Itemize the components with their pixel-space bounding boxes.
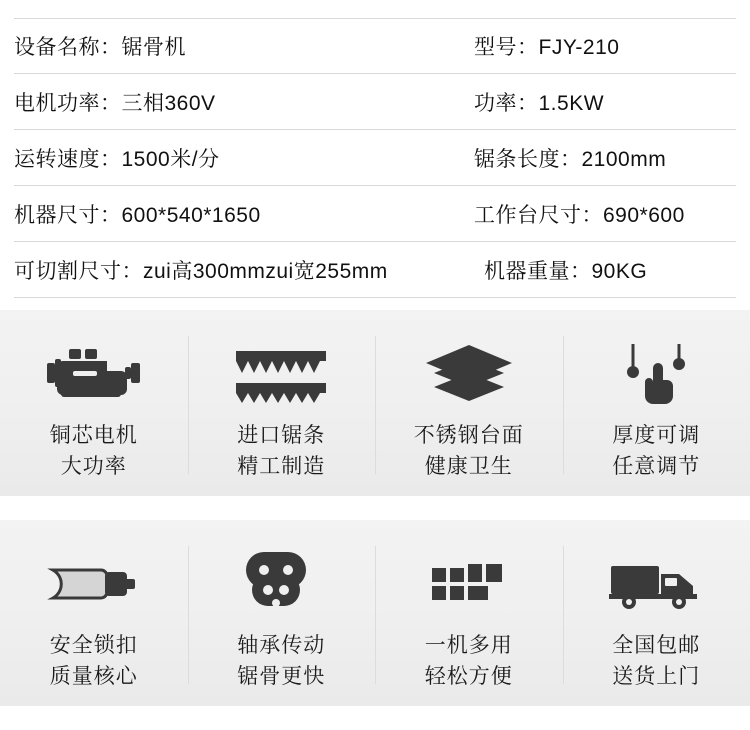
table-row: [14, 242, 736, 298]
spec-blade-length: 锯条长度：2100mm: [474, 147, 667, 171]
feature-item: [188, 538, 376, 692]
feature-label-line1: 一机多用: [424, 634, 513, 657]
feature-label: [612, 420, 700, 482]
safety-lock-icon: [39, 538, 149, 630]
feature-label-line2: 精工制造: [237, 455, 326, 478]
feature-label: [414, 420, 524, 482]
table-row: [14, 186, 736, 242]
spec-speed: 运转速度：1500米/分: [14, 147, 220, 171]
thickness-adjust-icon: [601, 328, 711, 420]
feature-label-line1: 全国包邮: [612, 634, 701, 657]
specification-table: [0, 0, 750, 298]
feature-label-line1: 厚度可调: [612, 424, 701, 447]
feature-label-line2: 健康卫生: [424, 455, 513, 478]
feature-label-line1: 铜芯电机: [49, 424, 138, 447]
feature-label-line1: 进口锯条: [237, 424, 326, 447]
spec-cutting-size: 可切割尺寸：zui高300mmzui宽255mm: [14, 259, 388, 283]
spec-weight: 机器重量：90KG: [484, 259, 648, 283]
spec-machine-size: 机器尺寸：600*540*1650: [14, 203, 261, 227]
feature-item: [563, 538, 750, 692]
delivery-truck-icon: [601, 538, 711, 630]
bearing-belt-icon: [226, 538, 336, 630]
feature-label: [237, 630, 325, 692]
spec-model: 型号：FJY-210: [474, 36, 620, 59]
feature-label: [237, 420, 325, 482]
feature-label-line1: 不锈钢台面: [413, 424, 524, 447]
feature-label-line2: 大功率: [60, 455, 127, 478]
spec-power: 功率：1.5KW: [474, 91, 605, 115]
feature-label-line2: 质量核心: [49, 665, 138, 688]
feature-item: [375, 538, 563, 692]
feature-label-line2: 轻松方便: [424, 665, 513, 688]
feature-band-two: [0, 520, 750, 706]
feature-item: [188, 328, 376, 482]
feature-label-line1: 安全锁扣: [49, 634, 138, 657]
stacked-plates-icon: [414, 328, 524, 420]
table-row: [14, 18, 736, 74]
section-spacer: [0, 496, 750, 508]
feature-label-line2: 送货上门: [612, 665, 701, 688]
table-row: [14, 74, 736, 130]
feature-label-line1: 轴承传动: [237, 634, 326, 657]
spec-motor-power: 电机功率：三相360V: [14, 91, 216, 115]
feature-label-line2: 任意调节: [612, 455, 701, 478]
feature-band-one: [0, 310, 750, 496]
feature-label: [50, 420, 138, 482]
spec-name: 设备名称：锯骨机: [14, 36, 186, 59]
spec-worktable-size: 工作台尺寸：690*600: [474, 203, 685, 227]
feature-label: [612, 630, 700, 692]
feature-label: [50, 630, 138, 692]
feature-item: [375, 328, 563, 482]
multi-use-icon: [414, 538, 524, 630]
engine-icon: [39, 328, 149, 420]
saw-blade-icon: [226, 328, 336, 420]
feature-label-line2: 锯骨更快: [237, 665, 326, 688]
section-spacer: [0, 298, 750, 310]
feature-item: [0, 328, 188, 482]
table-row: [14, 130, 736, 186]
feature-item: [0, 538, 188, 692]
feature-label: [425, 630, 513, 692]
feature-item: [563, 328, 750, 482]
